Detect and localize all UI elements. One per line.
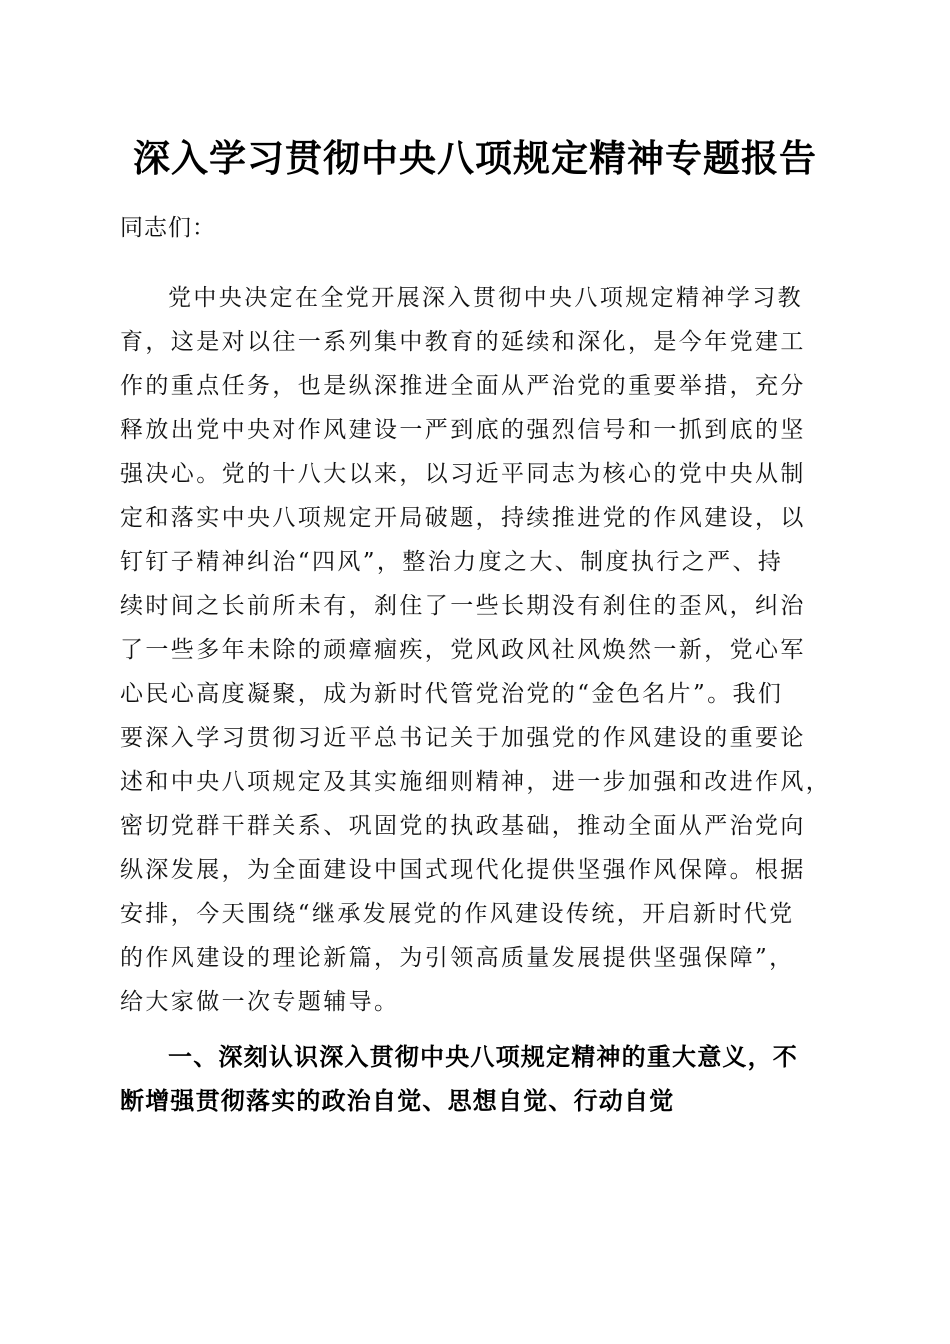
paragraph-line: 述和中央八项规定及其实施细则精神，进一步加强和改进作风， (120, 769, 832, 795)
paragraph-line: 纵深发展，为全面建设中国式现代化提供坚强作风保障。根据 (120, 857, 806, 883)
salutation: 同志们： (120, 215, 216, 241)
paragraph-line: 要深入学习贯彻习近平总书记关于加强党的作风建设的重要论 (120, 725, 806, 751)
paragraph-line: 了一些多年未除的顽瘴痼疾，党风政风社风焕然一新，党心军 (120, 637, 806, 663)
heading-line: 一、深刻认识深入贯彻中央八项规定精神的重大意义，不 (168, 1043, 798, 1071)
paragraph-line: 的作风建设的理论新篇，为引领高质量发展提供坚强保障”， (120, 945, 795, 971)
paragraph-line: 密切党群干群关系、巩固党的执政基础，推动全面从严治党向 (120, 813, 806, 839)
paragraph-line: 释放出党中央对作风建设一严到底的强烈信号和一抓到底的坚 (120, 417, 806, 443)
heading-line: 断增强贯彻落实的政治自觉、思想自觉、行动自觉 (120, 1087, 675, 1115)
document-title: 深入学习贯彻中央八项规定精神专题报告 (133, 136, 817, 180)
paragraph-line: 定和落实中央八项规定开局破题，持续推进党的作风建设，以 (120, 505, 806, 531)
paragraph-line: 心民心高度凝聚，成为新时代管党治党的“金色名片”。我们 (120, 681, 784, 707)
paragraph-line: 续时间之长前所未有，刹住了一些长期没有刹住的歪风，纠治 (120, 593, 806, 619)
paragraph-line: 安排，今天围绕“继承发展党的作风建设传统，开启新时代党 (120, 901, 795, 927)
paragraph-line: 党中央决定在全党开展深入贯彻中央八项规定精神学习教 (168, 285, 803, 311)
paragraph-line: 钉钉子精神纠治“四风”，整治力度之大、制度执行之严、持 (120, 549, 784, 575)
paragraph-line: 强决心。党的十八大以来，以习近平同志为核心的党中央从制 (120, 461, 806, 487)
paragraph-line: 给大家做一次专题辅导。 (120, 989, 400, 1015)
paragraph-line: 作的重点任务，也是纵深推进全面从严治党的重要举措，充分 (120, 373, 806, 399)
paragraph-line: 育，这是对以往一系列集中教育的延续和深化，是今年党建工 (120, 329, 806, 355)
